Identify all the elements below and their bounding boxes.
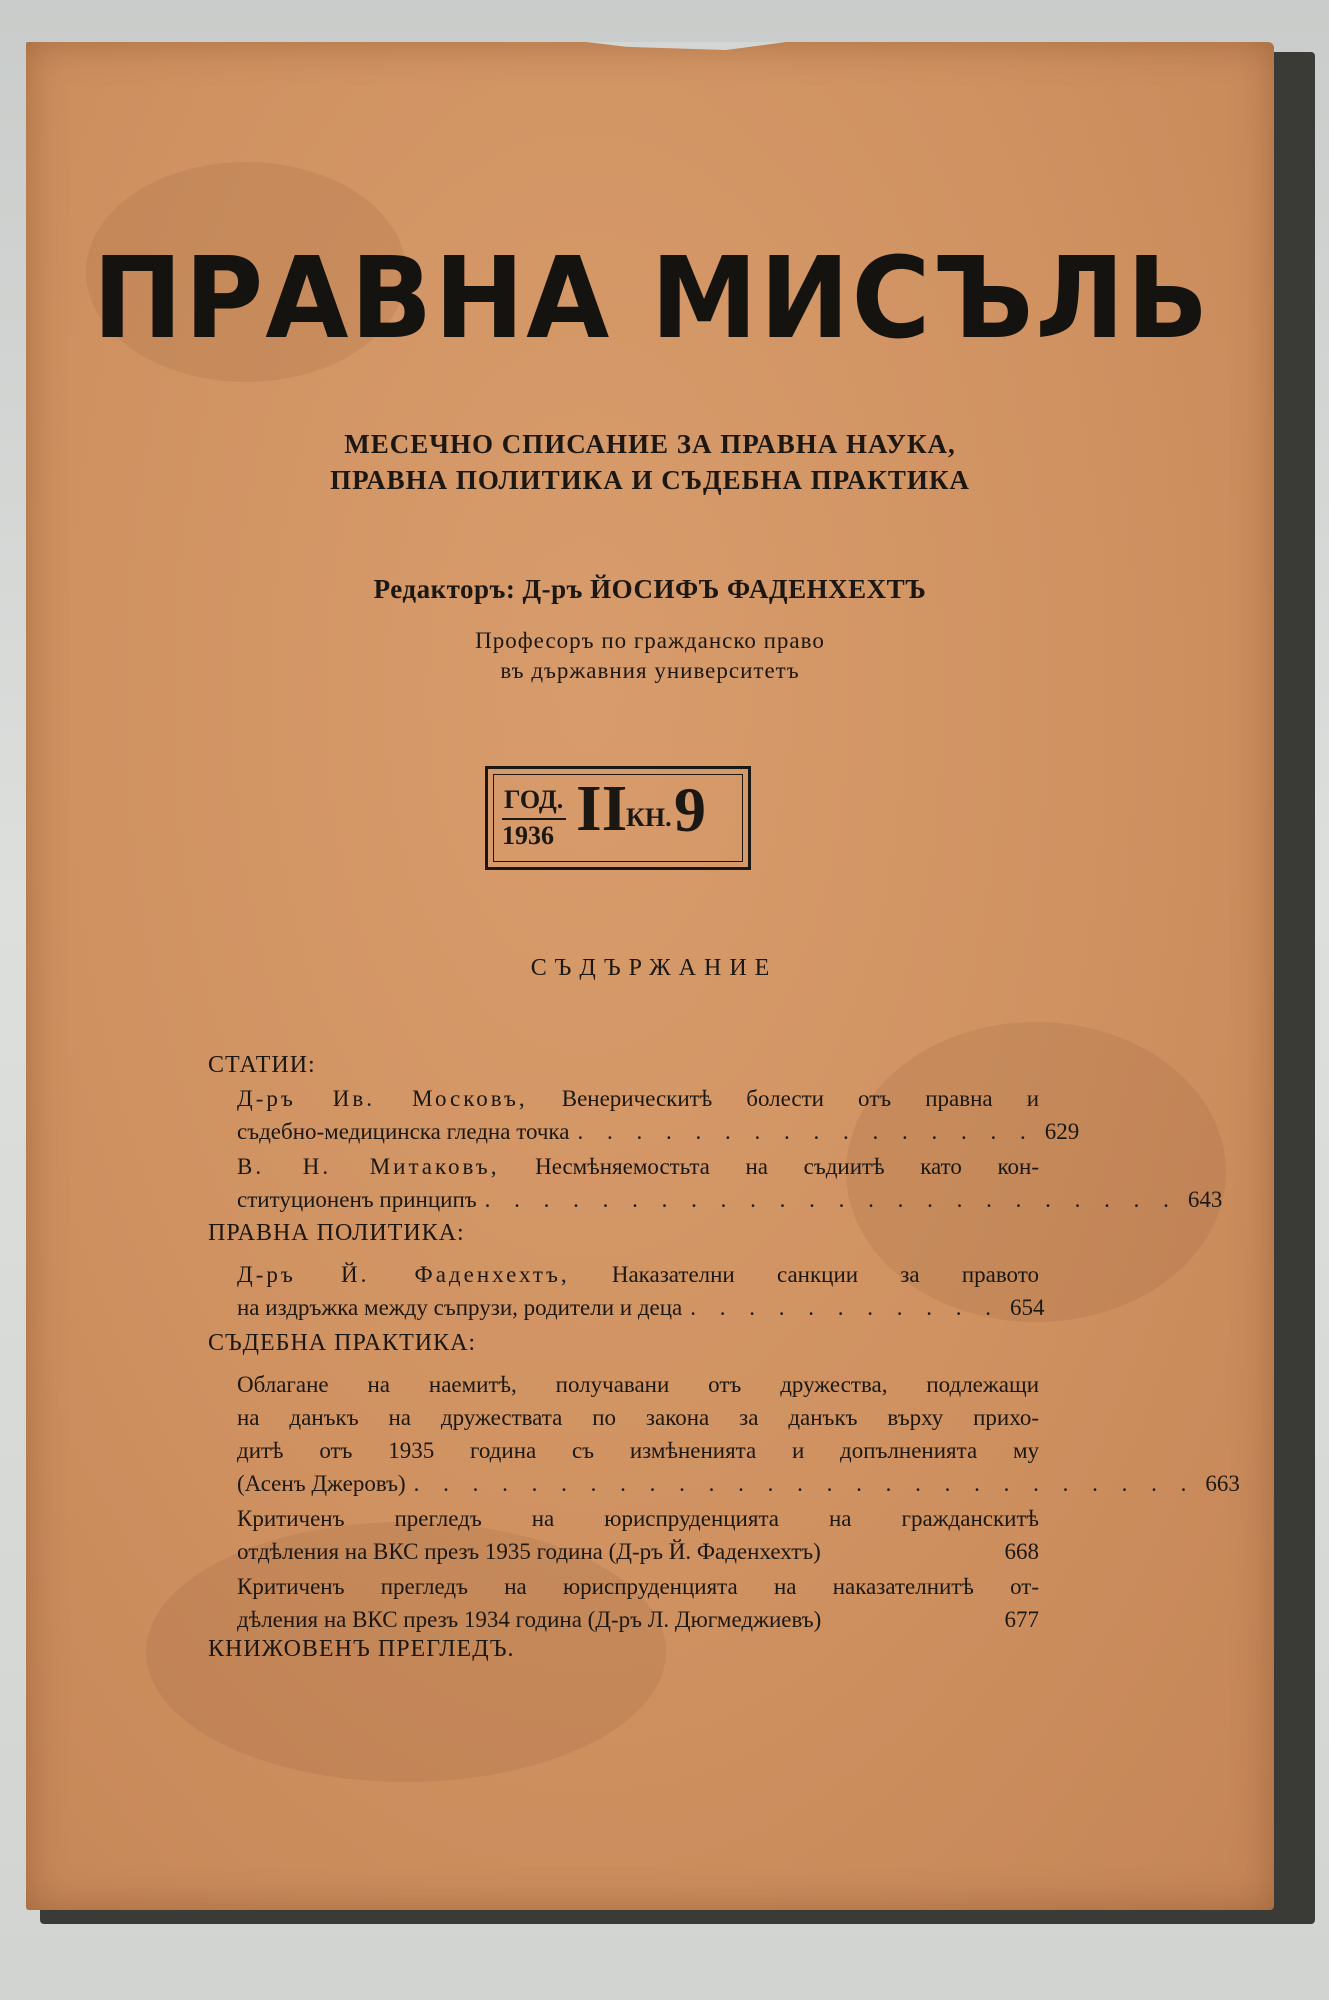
entry-page-number: 643 bbox=[1187, 1187, 1223, 1212]
entry-line: Облагане на наемитѣ, получавани отъ дружества, подлежащи bbox=[237, 1372, 1039, 1397]
entry-line: Критиченъ прегледъ на юриспруденцията на наказателнитѣ от- bbox=[237, 1574, 1039, 1599]
leader-dots: . . . . . . . . . . . . . . . . . . . . . . . . . . . bbox=[413, 1471, 1196, 1496]
entry-author: Д-ръ Ив. Московъ, bbox=[237, 1086, 528, 1111]
entry-line bbox=[237, 1082, 1039, 1115]
issue-divider bbox=[502, 818, 566, 820]
issue-box bbox=[485, 766, 751, 870]
contents-entry bbox=[237, 1368, 1240, 1500]
entry-last-line bbox=[237, 1291, 1045, 1324]
contents-entry bbox=[237, 1082, 1080, 1148]
issue-book-label: КН. bbox=[626, 803, 672, 832]
entry-line: дитѣ отъ 1935 година съ измѣненията и допълненията му bbox=[237, 1438, 1039, 1463]
entry-last-line bbox=[237, 1183, 1223, 1216]
entry-page-number: 663 bbox=[1205, 1471, 1240, 1496]
issue-year-label: ГОД. bbox=[504, 785, 564, 814]
contents-title: СЪДЪРЖАНИЕ bbox=[530, 955, 778, 981]
contents-entry bbox=[237, 1570, 1039, 1636]
entry-line: Критиченъ прегледъ на юриспруденцията на гражданскитѣ bbox=[237, 1506, 1039, 1531]
entry-last-line bbox=[237, 1115, 1080, 1148]
leader-dots: . . . . . . . . . . . bbox=[690, 1295, 1001, 1320]
entry-last-line bbox=[237, 1603, 1039, 1636]
magazine-cover bbox=[26, 42, 1274, 1910]
entry-title-end: съдебно-медицинска гледна точка bbox=[237, 1119, 570, 1144]
entry-title-end: отдѣления на ВКС презъ 1935 година (Д-ръ Й. Фаденхехтъ) bbox=[237, 1539, 821, 1564]
entry-line: на данъкъ на дружествата по закона за данъкъ върху прихо- bbox=[237, 1405, 1039, 1430]
issue-volume: II bbox=[576, 772, 628, 845]
entry-title-end: дѣления на ВКС презъ 1934 година (Д-ръ Л. Дюгмеджиевъ) bbox=[237, 1607, 822, 1632]
entry-title-start: Венерическитѣ болести отъ правна и bbox=[527, 1086, 1040, 1111]
entry-title-end: на издръжка между съпрузи, родители и деца bbox=[237, 1295, 683, 1320]
subtitle-line: МЕСЕЧНО СПИСАНИЕ ЗА ПРАВНА НАУКА, bbox=[344, 429, 956, 459]
affiliation-line: въ държавния университетъ bbox=[500, 658, 800, 683]
entry-page-number: 654 bbox=[1010, 1295, 1045, 1320]
entry-title-end: ституционенъ принципъ bbox=[237, 1187, 477, 1212]
masthead-title: ПРАВНА МИСЪЛЬ bbox=[92, 234, 1211, 364]
editor-line: Редакторъ: Д-ръ ЙОСИФЪ ФАДЕНХЕХТЪ bbox=[373, 574, 927, 604]
entry-author: В. Н. Митаковъ, bbox=[237, 1154, 500, 1179]
issue-number: 9 bbox=[674, 774, 706, 845]
entry-last-line bbox=[237, 1535, 1039, 1568]
contents-entry bbox=[237, 1258, 1045, 1324]
entry-page-number: 668 bbox=[1004, 1539, 1039, 1564]
issue-year: 1936 bbox=[502, 821, 554, 850]
entry-page-number: 677 bbox=[1004, 1607, 1039, 1632]
affiliation-line: Професоръ по гражданско право bbox=[475, 628, 825, 653]
contents-entry bbox=[237, 1502, 1039, 1568]
section-heading-judicial-practice: СЪДЕБНА ПРАКТИКА: bbox=[208, 1330, 477, 1356]
leader-dots: . . . . . . . . . . . . . . . . bbox=[577, 1119, 1035, 1144]
contents-entry bbox=[237, 1150, 1223, 1216]
entry-author: Д-ръ Й. Фаденхехтъ, bbox=[237, 1262, 570, 1287]
entry-line bbox=[237, 1150, 1039, 1183]
entry-page-number: 629 bbox=[1044, 1119, 1080, 1144]
section-heading-articles: СТАТИИ: bbox=[208, 1052, 316, 1078]
entry-line bbox=[237, 1258, 1039, 1291]
entry-title-start: Наказателни санкции за правото bbox=[569, 1262, 1039, 1287]
entry-title-start: Несмѣняемостьта на съдиитѣ като кон- bbox=[499, 1154, 1040, 1179]
entry-last-line bbox=[237, 1467, 1240, 1500]
leader-dots: . . . . . . . . . . . . . . . . . . . . . . . . bbox=[484, 1187, 1178, 1212]
subtitle-line: ПРАВНА ПОЛИТИКА И СЪДЕБНА ПРАКТИКА bbox=[330, 465, 970, 495]
torn-edge bbox=[586, 42, 786, 50]
section-heading-book-review: КНИЖОВЕНЪ ПРЕГЛЕДЪ. bbox=[208, 1636, 515, 1662]
masthead-subtitle bbox=[26, 426, 1274, 498]
editor-affiliation bbox=[26, 626, 1274, 686]
section-heading-legal-policy: ПРАВНА ПОЛИТИКА: bbox=[208, 1220, 465, 1246]
entry-title-end: (Асенъ Джеровъ) bbox=[237, 1471, 406, 1496]
